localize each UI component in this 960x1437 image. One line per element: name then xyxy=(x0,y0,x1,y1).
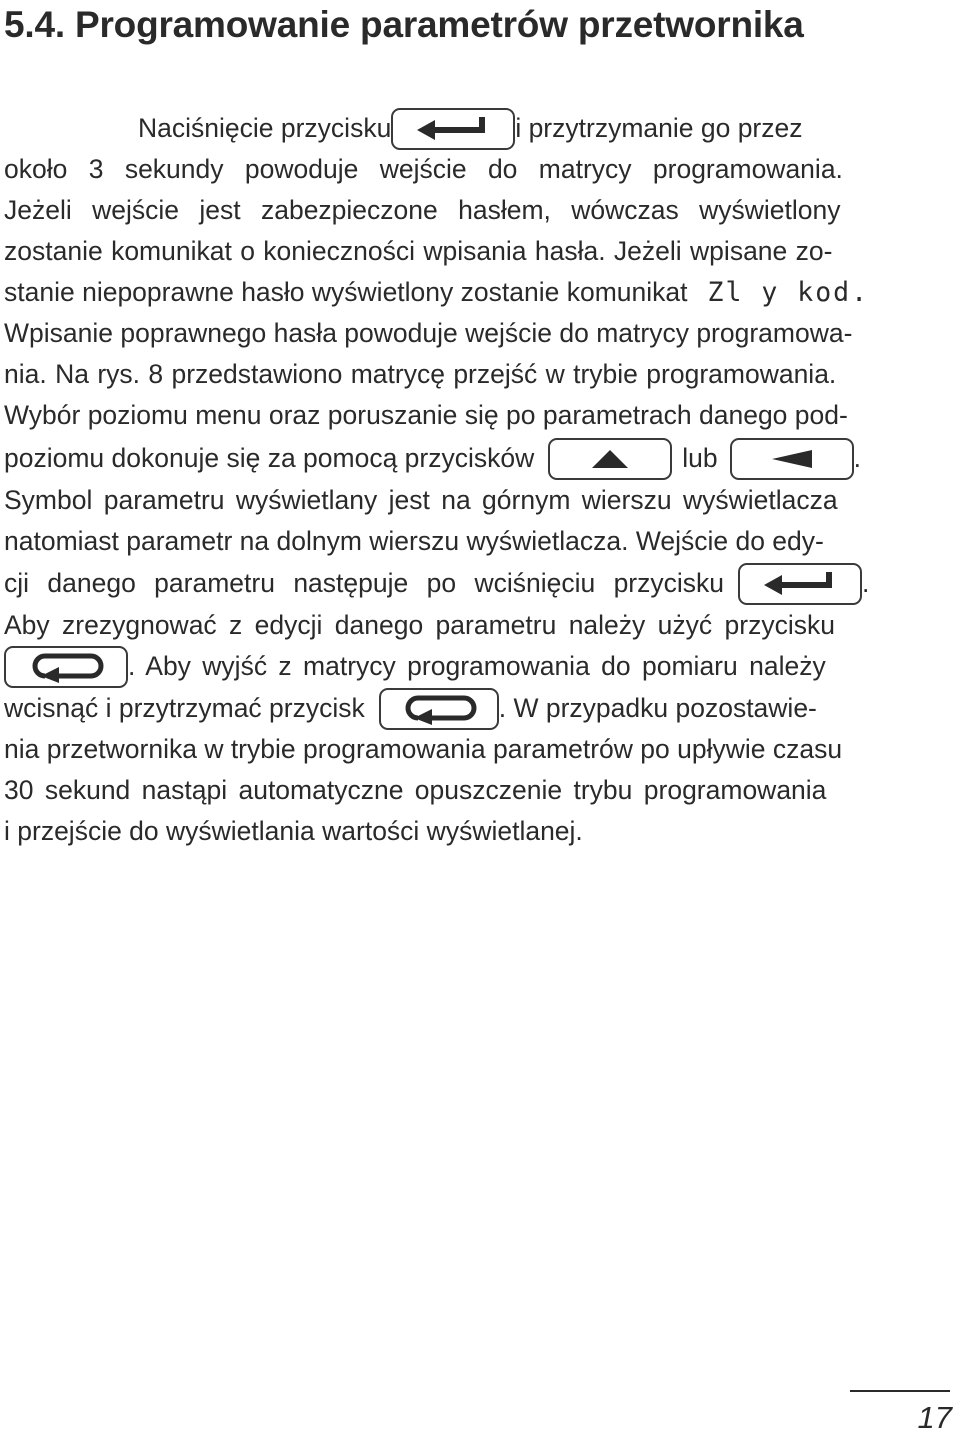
paragraph-line-9 xyxy=(4,438,950,479)
paragraph-text: . Aby wyjść z matrycy programowania do pomiaru należy xyxy=(128,651,826,681)
paragraph-text: i przytrzymanie go przez xyxy=(515,113,803,143)
return-loop-arrow-icon xyxy=(21,651,111,683)
paragraph-line-17 xyxy=(4,770,950,811)
paragraph-text: Jeżeli wejście jest zabezpieczone hasłem, wówczas wyświetlony xyxy=(4,195,841,225)
paragraph-text: i przejście do wyświetlania wartości wyświetlanej. xyxy=(4,816,583,846)
paragraph-line-8 xyxy=(4,395,950,436)
paragraph-line-5 xyxy=(4,272,950,313)
return-loop-arrow-icon xyxy=(394,693,484,725)
paragraph-text: nia. Na rys. 8 przedstawiono matrycę przejść w trybie programowania. xyxy=(4,359,837,389)
paragraph-text: stanie niepoprawne hasło wyświetlony zostanie komunikat xyxy=(4,277,688,307)
page-title: 5.4. Programowanie parametrów przetwornika xyxy=(4,4,804,45)
paragraph-line-10 xyxy=(4,480,950,521)
paragraph-text: wcisnąć i przytrzymać przycisk xyxy=(4,693,365,723)
paragraph-text: 30 sekund nastąpi automatyczne opuszczenie trybu programowania xyxy=(4,775,827,805)
paragraph-line-1 xyxy=(138,108,950,149)
left-key-button xyxy=(730,438,854,480)
enter-arrow-icon xyxy=(760,571,840,597)
paragraph-text: Wybór poziomu menu oraz poruszanie się po parametrach danego pod- xyxy=(4,400,848,430)
escape-key-button xyxy=(4,646,128,688)
paragraph-text: zostanie komunikat o konieczności wpisania hasła. Jeżeli wpisane zo- xyxy=(4,236,833,266)
enter-key-button xyxy=(391,108,515,150)
page-number: 17 xyxy=(917,1400,952,1435)
paragraph-line-11 xyxy=(4,521,950,562)
paragraph-line-13 xyxy=(4,605,950,646)
paragraph-text: Symbol parametru wyświetlany jest na górnym wierszu wyświetlacza xyxy=(4,485,838,515)
paragraph-text: około 3 sekundy powoduje wejście do matrycy programowania. xyxy=(4,154,843,184)
enter-key-button xyxy=(738,563,862,605)
paragraph-text: . xyxy=(862,568,870,598)
paragraph-line-3 xyxy=(4,190,950,231)
paragraph-text: Naciśnięcie przycisku xyxy=(138,113,392,143)
up-key-button xyxy=(548,438,672,480)
paragraph-text: poziomu dokonuje się za pomocą przycisków xyxy=(4,443,535,473)
paragraph-line-2 xyxy=(4,149,950,190)
paragraph-text: lub xyxy=(682,443,718,473)
paragraph-text: . xyxy=(853,443,862,473)
paragraph-text: nia przetwornika w trybie programowania parametrów po upływie czasu xyxy=(4,734,843,764)
paragraph-text: Wpisanie poprawnego hasła powoduje wejście do matrycy programowa- xyxy=(4,318,853,348)
escape-key-button xyxy=(379,688,499,730)
paragraph-text: cji danego parametru następuje po wciśnięciu przycisku xyxy=(4,568,725,598)
paragraph-line-14 xyxy=(4,646,950,687)
paragraph-line-18 xyxy=(4,811,950,852)
enter-arrow-icon xyxy=(413,116,493,142)
paragraph-text: Aby zrezygnować z edycji danego parametru należy użyć przycisku xyxy=(4,610,835,640)
paragraph-line-4 xyxy=(4,231,950,272)
paragraph-line-16 xyxy=(4,729,950,770)
display-message: Zl y kod. xyxy=(707,277,870,308)
left-triangle-icon xyxy=(770,448,814,470)
paragraph-line-6 xyxy=(4,313,950,354)
paragraph-text: natomiast parametr na dolnym wierszu wyświetlacza. Wejście do edy- xyxy=(4,526,824,556)
footer-rule xyxy=(850,1390,950,1392)
paragraph-line-7 xyxy=(4,354,950,395)
paragraph-text: . W przypadku pozostawie- xyxy=(498,693,817,723)
paragraph-line-15 xyxy=(4,688,950,729)
up-triangle-icon xyxy=(590,448,630,470)
paragraph-line-12 xyxy=(4,563,950,604)
